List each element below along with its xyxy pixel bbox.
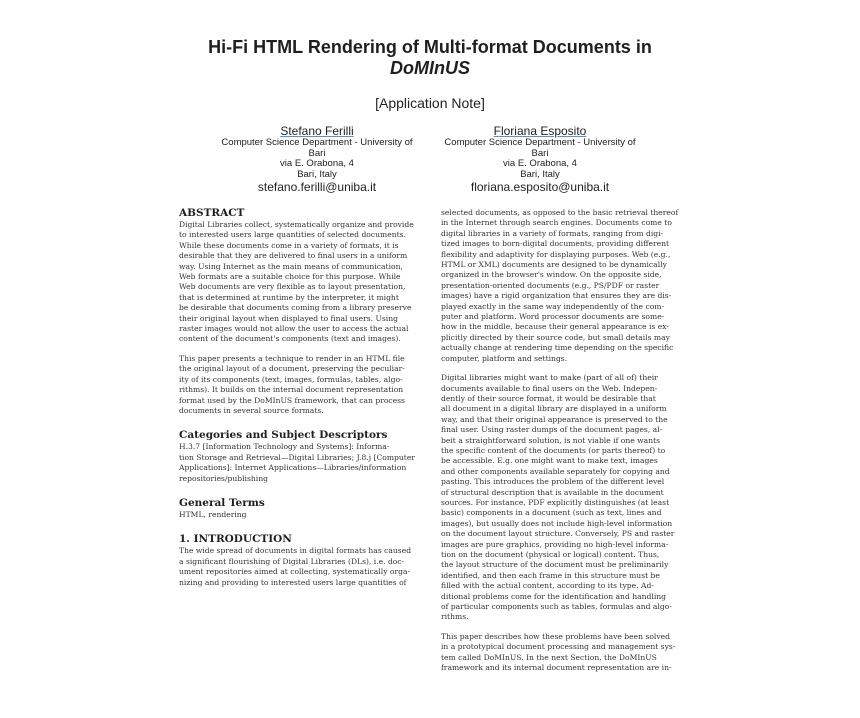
- author-email: stefano.ferilli@uniba.it: [257, 180, 377, 194]
- categories-heading: Categories and Subject Descriptors: [179, 429, 388, 442]
- author-block-2: [425, 124, 655, 195]
- author-block-1: [212, 124, 422, 195]
- paper-subtitle: [Application Note]: [375, 95, 485, 111]
- general-terms-heading: General Terms: [179, 496, 265, 509]
- abstract-heading: ABSTRACT: [179, 207, 245, 219]
- author-city: Bari, Italy: [520, 168, 560, 180]
- right-column: [441, 208, 681, 673]
- author-affiliation-cont: Bari: [531, 147, 549, 159]
- author-name: Stefano Ferilli: [280, 124, 354, 138]
- categories-text: H.3.7 [Information Technology and Systems]: Informa- tion Storage and Retrieval—Digital Libraries; J.8.j [Computer Applications]: Internet Applications—Libraries/information repositories/publishing: [179, 442, 415, 483]
- author-address: via E. Orabona, 4: [280, 158, 354, 169]
- author-affiliation: Computer Science Department - University of: [221, 137, 413, 148]
- abstract-paragraph-2: This paper presents a technique to render in an HTML file the original layout of a document, preserving the peculiar- ity of its components (text, images, formulas, tables, algo- rithms). It builds on the internal document representation format used by the DoMInUS framework, that can process documents in several source formats.: [179, 353, 405, 415]
- author-email: floriana.esposito@uniba.it: [470, 180, 610, 194]
- abstract-paragraph-1: Digital Libraries collect, systematically organize and provide to interested users large quantities of selected documents. While these documents come in a variety of formats, it is desirable that they are delivered to final users in a uniform way. Using Internet as the main means of communication, Web formats are a suitable choice for this purpose. While Web documents are very flexible as to layout presentation, that is determined at runtime by the interpreter, it might be desirable that documents coming from a library preserve their original layout when displayed to final users. Using raster images would not allow the user to access the actual content of the document's components (text and images).: [179, 220, 414, 344]
- body-paragraph-2: Digital libraries might want to make (part of all of) their documents available to final users on the Web. Indepen- dently of their source format, it would be desirable that all document in a digital library are displayed in a uniform way, and that their original appearance is preserved to the final user. Using raster dumps of the document pages, al- beit a straightforward solution, is not viable if one wants the specific content of the documents (or parts thereof) to be accessible. E.g. one might want to make text, images and other components available separately for copying and pasting. This introduces the problem of the different level of structural description that is available in the document sources. For instance, PDF explicitly distinguishes (at least basic) components in a document (such as text, lines and images), but usually does not include high-level information on the document layout structure. Conversely, PS and raster images are pure graphics, providing no high-level informa- tion on the document (physical or logical) content. Thus, the layout structure of the document must be preliminarily identified, and then each frame in this structure must be filled with the actual content, according to its type. Ad- ditional problems come for the identification and handling of particular components such as tables, formulas and algo- rithms.: [441, 373, 675, 622]
- author-city: Bari, Italy: [297, 168, 337, 180]
- author-affiliation: Computer Science Department - University of: [444, 137, 636, 148]
- paper-title: [0, 37, 860, 79]
- body-paragraph-1: selected documents, as opposed to the basic retrieval thereof in the Internet through search engines. Documents come to digital libraries in a variety of formats, ranging from digi- tized images to born-digital documents, providing different flexibility and adaptivity for displaying purposes. Web (e.g., HTML or XML) documents are designed to be dynamically organized in the browser's window. On the opposite side, presentation-oriented documents (e.g., PS/PDF or raster images) have a rigid organization that ensures they are dis- played exactly in the same way independently of the com- puter and platform. Word processor documents are some- how in the middle, because their general appearance is ex- plicitly directed by their source code, but small details may actually change at rendering time depending on the specific computer, platform and settings.: [441, 208, 679, 363]
- author-affiliation-cont: Bari: [308, 147, 326, 159]
- author-address: via E. Orabona, 4: [503, 158, 577, 169]
- body-paragraph-3: This paper describes how these problems have been solved in a prototypical document processing and management sys- tem called DoMInUS. In the next Section, the DoMInUS framework and its internal document representation are in-: [441, 631, 676, 673]
- introduction-heading: 1. INTRODUCTION: [179, 533, 292, 546]
- general-terms-text: HTML, rendering: [179, 509, 247, 519]
- left-column: [179, 207, 419, 588]
- author-name: Floriana Esposito: [493, 124, 587, 138]
- introduction-text: The wide spread of documents in digital formats has caused a significant flourishing of Digital Libraries (DLs), i.e. doc- ument repositories aimed at collecting, systematically orga- nizing and providing to interested users large quantities of: [179, 546, 412, 587]
- title-line-1: Hi-Fi HTML Rendering of Multi-format Documents in: [208, 37, 652, 57]
- title-line-2: DoMInUS: [390, 58, 470, 78]
